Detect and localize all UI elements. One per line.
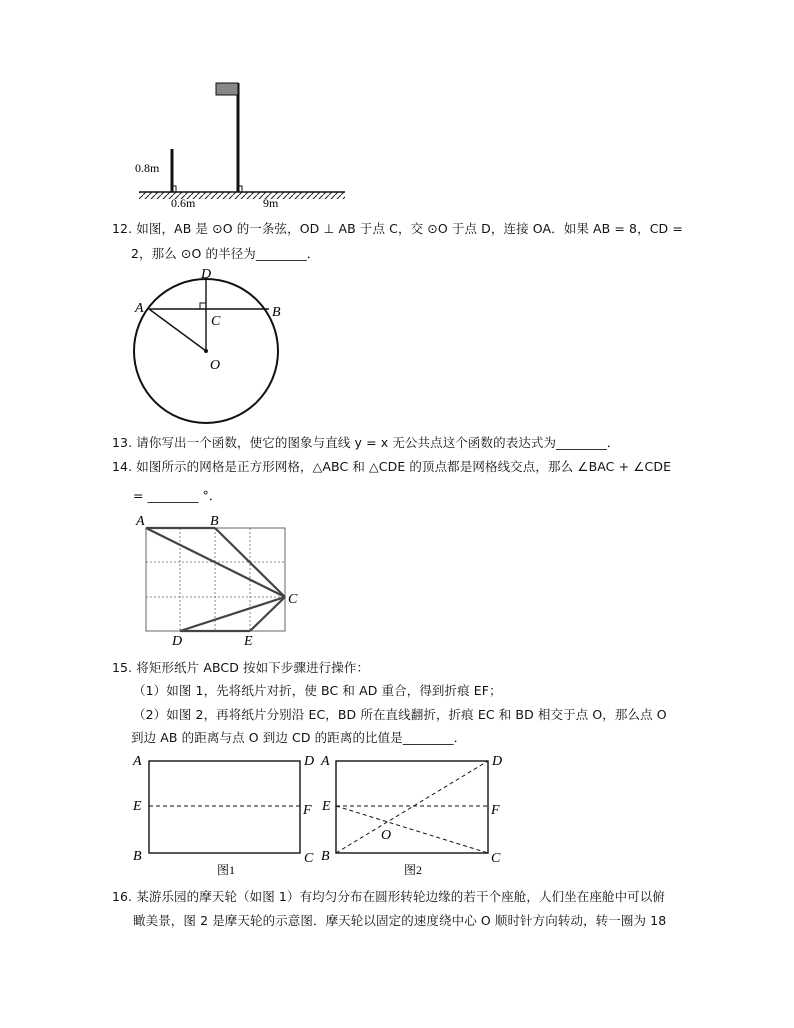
fig1-caption: 图1 bbox=[217, 863, 236, 877]
label-e: E bbox=[244, 634, 253, 649]
fig2-label-b: B bbox=[321, 849, 330, 864]
fig2-caption: 图2 bbox=[404, 863, 423, 877]
grid-border bbox=[146, 528, 285, 631]
right-angle-mark bbox=[200, 303, 206, 309]
q16-line1: 16. 某游乐园的摩天轮（如图 1）有均匀分布在圆形转轮边缘的若干个座舱，人们坐在座舱中可以俯 bbox=[112, 889, 665, 904]
fig2-label-c: C bbox=[491, 851, 501, 866]
ground-hatch bbox=[139, 192, 345, 199]
q15-line3: （2）如图 2，再将纸片分别沿 EC，BD 所在直线翻折，折痕 EC 和 BD 相交于点 O，那么点 O bbox=[133, 707, 667, 722]
q15-line2: （1）如图 1，先将纸片对折，使 BC 和 AD 重合，得到折痕 EF； bbox=[133, 683, 502, 698]
q13-line1: 13. 请你写出一个函数，使它的图象与直线 y = x 无公共点这个函数的表达式为________． bbox=[112, 435, 620, 450]
flagpole-figure bbox=[125, 75, 355, 215]
fig1-label-f: F bbox=[303, 803, 312, 818]
fig1-label-e: E bbox=[133, 799, 142, 814]
fig2-label-f: F bbox=[491, 803, 500, 818]
fig2-label-a: A bbox=[321, 754, 330, 769]
label-b: B bbox=[210, 514, 219, 529]
fig1-label-d: D bbox=[304, 754, 315, 769]
label-c: C bbox=[211, 314, 221, 329]
rectangle-figures bbox=[125, 748, 525, 888]
fig2-label-e: E bbox=[322, 799, 331, 814]
distance-label: 9m bbox=[263, 196, 279, 210]
figure-2 bbox=[320, 754, 502, 877]
q16-line2: 瞰美景，图 2 是摩天轮的示意图．摩天轮以固定的速度绕中心 O 顺时针方向转动，转一圈为 18 bbox=[133, 913, 667, 928]
figure-1 bbox=[132, 754, 314, 877]
flag bbox=[216, 83, 238, 95]
grid-figure bbox=[130, 510, 310, 650]
fig2-label-o: O bbox=[381, 828, 392, 843]
gap-label: 0.6m bbox=[171, 196, 196, 210]
segment-oa bbox=[149, 309, 206, 351]
fig1-label-b: B bbox=[133, 849, 142, 864]
label-d: D bbox=[201, 267, 212, 282]
q15-line4: 到边 AB 的距离与点 O 到边 CD 的距离的比值是________． bbox=[131, 730, 467, 745]
circle-figure bbox=[125, 262, 295, 432]
fig2-label-d: D bbox=[492, 754, 503, 769]
q14-line1: 14. 如图所示的网格是正方形网格，△ABC 和 △CDE 的顶点都是网格线交点，那么 ∠BAC + ∠CDE bbox=[112, 459, 672, 474]
height-label: 0.8m bbox=[135, 161, 160, 175]
q12-line1: 12. 如图，AB 是 ⊙O 的一条弦，OD ⊥ AB 于点 C，交 ⊙O 于点 D，连接 OA．如果 AB = 8，CD = bbox=[112, 221, 683, 236]
label-c: C bbox=[288, 592, 298, 607]
label-a: A bbox=[136, 514, 145, 529]
label-a: A bbox=[135, 301, 144, 316]
q15-line1: 15. 将矩形纸片 ABCD 按如下步骤进行操作： bbox=[112, 660, 370, 675]
q12-line2: 2，那么 ⊙O 的半径为________． bbox=[131, 246, 320, 261]
label-d: D bbox=[172, 634, 183, 649]
grid-lines bbox=[146, 528, 285, 631]
fig1-label-c: C bbox=[304, 851, 314, 866]
label-o: O bbox=[210, 358, 221, 373]
q14-line2: = ________ °． bbox=[133, 488, 222, 503]
fig1-label-a: A bbox=[133, 754, 142, 769]
label-b: B bbox=[272, 305, 281, 320]
triangles bbox=[146, 528, 285, 631]
center-dot bbox=[204, 349, 208, 353]
